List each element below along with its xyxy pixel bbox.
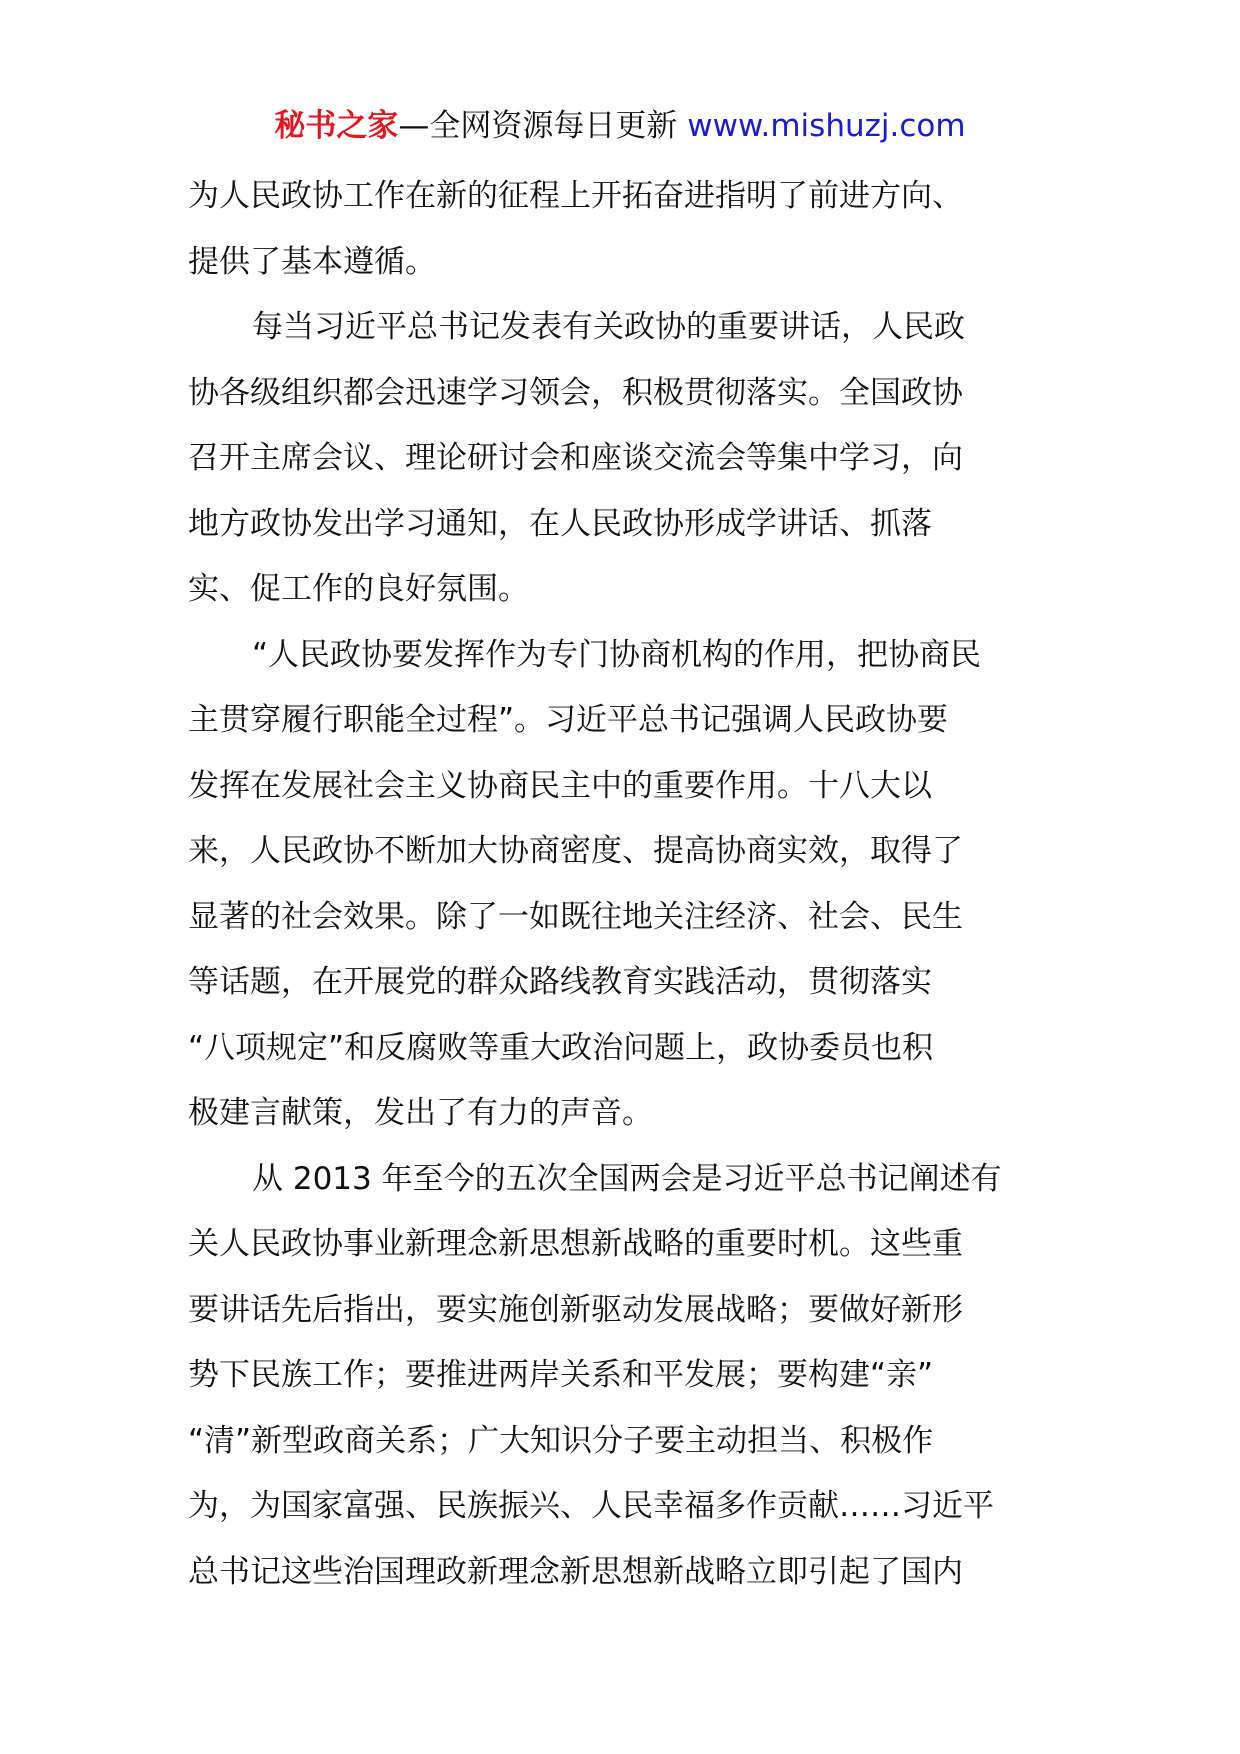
page-header bbox=[0, 104, 1240, 148]
text-line: 提供了基本遵循。 bbox=[188, 243, 436, 280]
text-line: 发挥在发展社会主义协商民主中的重要作用。十八大以 bbox=[188, 767, 932, 804]
site-url[interactable]: www.mishuzj.com bbox=[687, 108, 966, 144]
text-line: 每当习近平总书记发表有关政协的重要讲话，人民政 bbox=[252, 309, 965, 345]
document-body bbox=[188, 164, 1068, 1605]
text-line: 势下民族工作；要推进两岸关系和平发展；要构建“亲” bbox=[188, 1357, 934, 1393]
text-line: 地方政协发出学习通知，在人民政协形成学讲话、抓落 bbox=[188, 505, 932, 542]
text-line: 要讲话先后指出，要实施创新驱动发展战略；要做好新形 bbox=[188, 1291, 963, 1328]
text-line: 来，人民政协不断加大协商密度、提高协商实效，取得了 bbox=[188, 833, 963, 869]
brand-name: 秘书之家 bbox=[274, 108, 399, 144]
text-line: 为人民政协工作在新的征程上开拓奋进指明了前进方向、 bbox=[188, 178, 963, 214]
text-line: 极建言献策，发出了有力的声音。 bbox=[188, 1095, 653, 1131]
text-line: 关人民政协事业新理念新思想新战略的重要时机。这些重 bbox=[188, 1226, 963, 1262]
text-line: 实、促工作的良好氛围。 bbox=[188, 571, 529, 607]
text-line: 总书记这些治国理政新理念新思想新战略立即引起了国内 bbox=[188, 1553, 963, 1590]
text-line: 为，为国家富强、民族振兴、人民幸福多作贡献……习近平 bbox=[188, 1488, 994, 1524]
header-tagline: —全网资源每日更新 bbox=[398, 108, 688, 144]
text-line: 召开主席会议、理论研讨会和座谈交流会等集中学习，向 bbox=[188, 440, 963, 476]
text-line: “清”新型政商关系；广大知识分子要主动担当、积极作 bbox=[188, 1422, 934, 1459]
text-line: 等话题，在开展党的群众路线教育实践活动，贯彻落实 bbox=[188, 964, 932, 1000]
text-line: “人民政协要发挥作为专门协商机构的作用，把协商民 bbox=[252, 636, 982, 673]
text-line: “八项规定”和反腐败等重大政治问题上，政协委员也积 bbox=[188, 1029, 934, 1066]
text-line: 协各级组织都会迅速学习领会，积极贯彻落实。全国政协 bbox=[188, 374, 963, 411]
text-line: 从 2013 年至今的五次全国两会是习近平总书记阐述有 bbox=[252, 1160, 1002, 1197]
text-line: 主贯穿履行职能全过程”。习近平总书记强调人民政协要 bbox=[188, 702, 949, 738]
text-line: 显著的社会效果。除了一如既往地关注经济、社会、民生 bbox=[188, 898, 963, 935]
